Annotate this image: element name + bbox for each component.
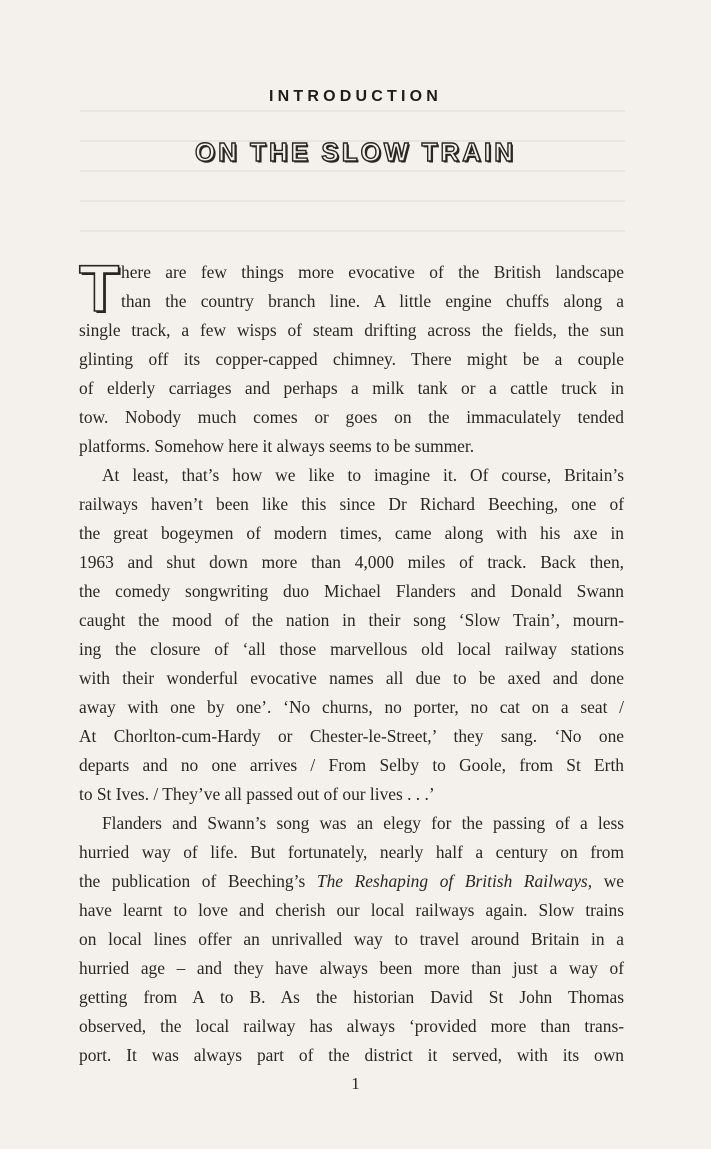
text-line: the comedy songwriting duo Michael Flanders and Donald Swann: [79, 581, 624, 601]
text-line: port. It was always part of the district it served, with its own: [79, 1045, 624, 1065]
text-line: glinting off its copper-capped chimney. There might be a couple: [79, 349, 624, 369]
book-title-italic: The Reshaping of British Railways,: [316, 871, 593, 891]
section-kicker: INTRODUCTION: [268, 88, 443, 105]
text-line: railways haven’t been like this since Dr Richard Beeching, one of: [79, 494, 624, 514]
chapter-title: ON THE SLOW TRAIN: [194, 137, 517, 167]
text-line-end: we: [603, 871, 624, 891]
text-line: hurried age – and they have always been more than just a way of: [79, 958, 624, 978]
text-line: have learnt to love and cherish our local railways again. Slow trains: [79, 900, 624, 920]
text-line: departs and no one arrives / From Selby to Goole, from St Erth: [79, 755, 624, 775]
text-line-start: the publication of Beeching’s: [79, 871, 306, 891]
text-line: to St Ives. / They’ve all passed out of our lives . . .’: [79, 784, 435, 804]
text-line: ing the closure of ‘all those marvellous old local railway stations: [79, 639, 624, 659]
text-line: [79, 867, 624, 896]
text-line: of elderly carriages and perhaps a milk tank or a cattle truck in: [79, 378, 624, 398]
drop-cap: T: [79, 251, 120, 325]
text-line: than the country branch line. A little engine chuffs along a: [121, 291, 624, 311]
text-line: At Chorlton-cum-Hardy or Chester-le-Street,’ they sang. ‘No one: [79, 726, 624, 746]
text-line: platforms. Somehow here it always seems to be summer.: [79, 436, 475, 456]
text-line: hurried way of life. But fortunately, nearly half a century on from: [79, 842, 624, 862]
text-line: Flanders and Swann’s song was an elegy for the passing of a less: [102, 813, 624, 833]
text-line: tow. Nobody much comes or goes on the immaculately tended: [79, 407, 624, 427]
text-line: caught the mood of the nation in their song ‘Slow Train’, mourn-: [79, 610, 624, 630]
text-line: away with one by one’. ‘No churns, no porter, no cat on a seat /: [79, 697, 624, 717]
text-line: single track, a few wisps of steam drifting across the fields, the sun: [79, 320, 624, 340]
page-number: 1: [351, 1074, 360, 1093]
text-line: At least, that’s how we like to imagine it. Of course, Britain’s: [102, 465, 624, 485]
text-line: 1963 and shut down more than 4,000 miles of track. Back then,: [79, 552, 624, 572]
body-text: [79, 251, 624, 1070]
text-line: the great bogeymen of modern times, came along with his axe in: [79, 523, 624, 543]
text-line: with their wonderful evocative names all due to be axed and done: [79, 668, 624, 688]
text-line: on local lines offer an unrivalled way to travel around Britain in a: [79, 929, 624, 949]
text-line: getting from A to B. As the historian David St John Thomas: [79, 987, 624, 1007]
text-line: observed, the local railway has always ‘provided more than trans-: [79, 1016, 624, 1036]
text-line: here are few things more evocative of the British landscape: [121, 262, 624, 282]
